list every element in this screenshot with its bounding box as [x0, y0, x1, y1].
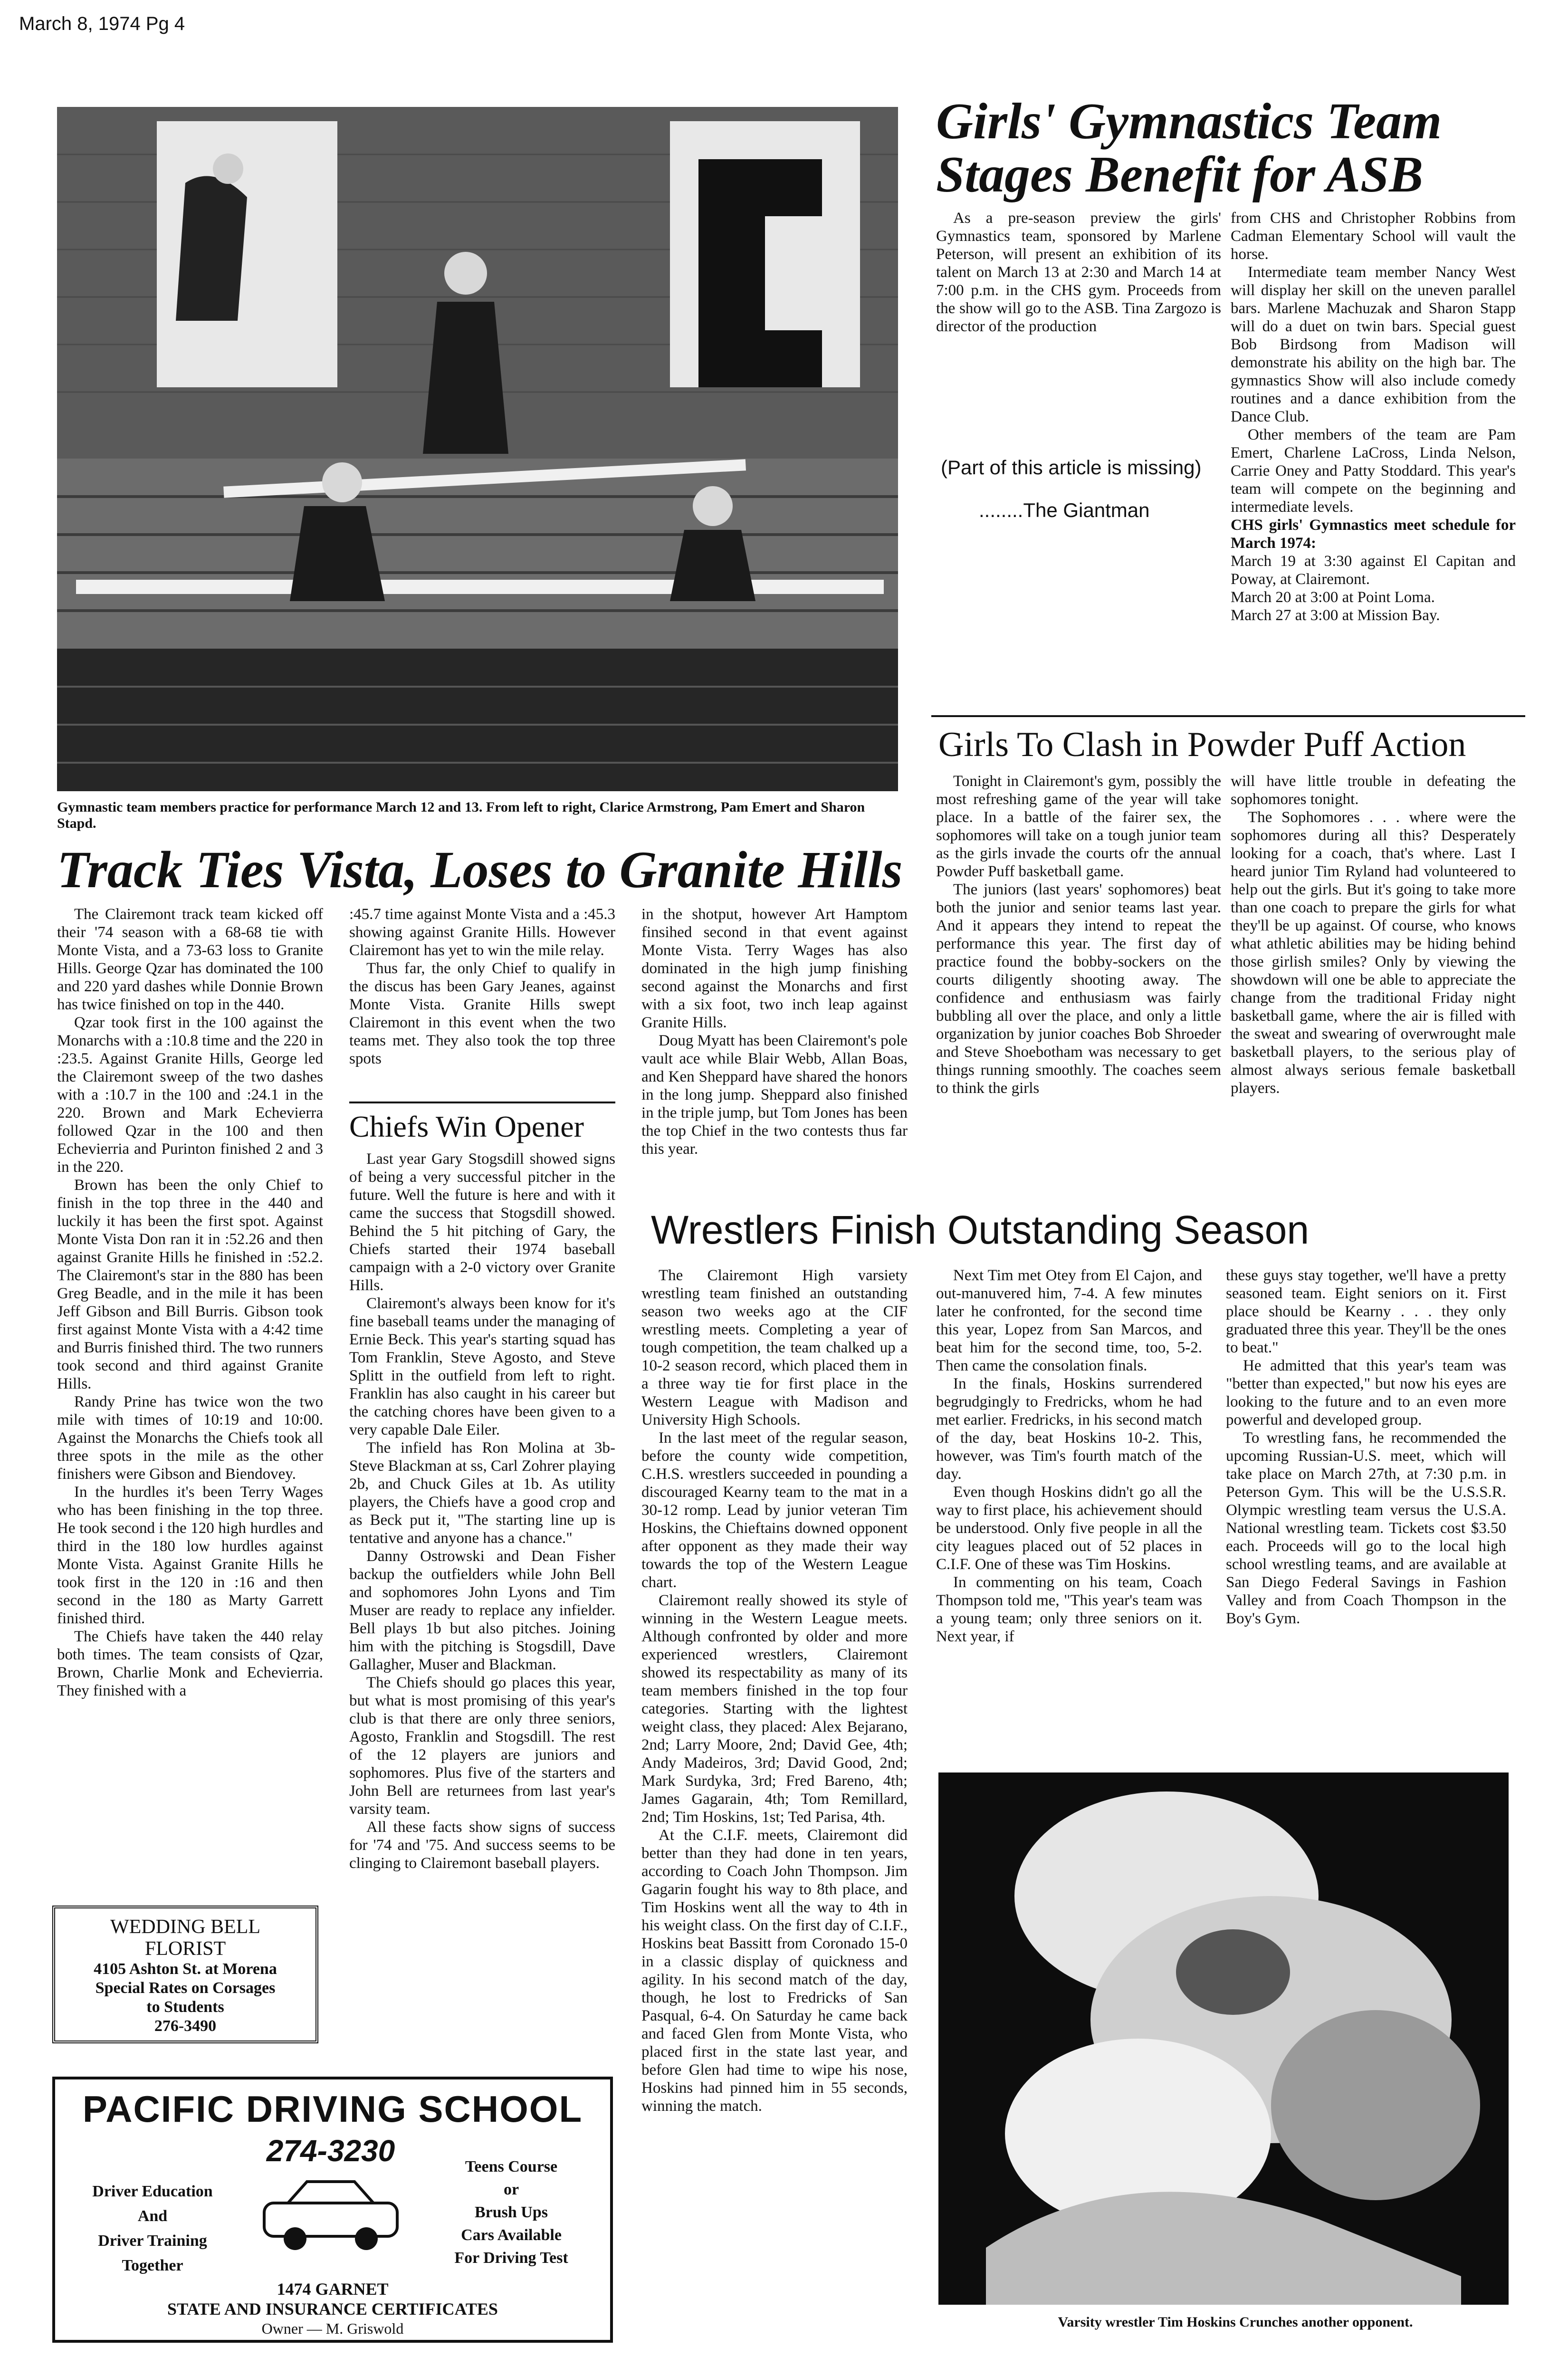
wrestler-photo-caption: Varsity wrestler Tim Hoskins Crunches another opponent. — [1058, 2314, 1413, 2330]
track-paragraph: Brown has been the only Chief to finish in the top three in the 440 and luckily it has been the first spot. Against Monte Vista Don ran it in :52.26 and then against Granite Hills he finished in :52.2. The Clairemont's star in the 880 has been Greg Beadle, and in the mile it has been Jeff Gibson and Bill Burris. Gibson took first against Monte Vista with a 4:42 time and Burris finished third. The two runners took second and third against Granite Hills. — [57, 1177, 323, 1392]
chiefs-paragraph: Danny Ostrowski and Dean Fisher backup the outfielders while John Bell and sophomores John Lyons and Tim Muser are ready to replace any infielder. Bell plays 1b but also pitches. Joining him with the pitching is Stogsdill, Dave Gallagher, Muser and Blackman. — [349, 1548, 615, 1673]
driving-school-owner: Owner — M. Griswold — [261, 2320, 404, 2337]
wrestlers-paragraph: Next Tim met Otey from El Cajon, and out-manuvered him, 7-4. A few minutes later he confronted, for the second time this year, Lopez from San Marcos, and beat him for the second time, too, 5-2. Then came the consolation finals. — [936, 1267, 1202, 1374]
wrestlers-paragraph: In the last meet of the regular season, before the county wide competition, C.H.S. wrestlers succeeded in pounding a discouraged Kearny team to the mat in a 30-12 romp. Lead by junior veteran Tim Hoskins, the Chieftains downed opponent after opponent as they made their way towards the top of the Western League chart. — [641, 1429, 908, 1591]
gymnastics-paragraph: Other members of the team are Pam Emert, Charlene LaCross, Linda Nelson, Carrie Oney and Patty Stoddard. This year's team will compete on the beginning and intermediate levels. — [1231, 426, 1516, 516]
wrestlers-headline: Wrestlers Finish Outstanding Season — [651, 1207, 1310, 1252]
track-paragraph: Randy Prine has twice won the two mile with times of 10:19 and 10:00. Against the Monarchs the Chiefs took all three spots in the mile as the other finishers were Gibson and Biendovey. — [57, 1393, 323, 1483]
wrestlers-paragraph: these guys stay together, we'll have a pretty seasoned team. Eight seniors on it. First place should be Kearny . . . they only graduated three this year. They'll be the ones to beat." — [1226, 1267, 1506, 1356]
track-paragraph: In the hurdles it's been Terry Wages who has been finishing in the top three. He took second i the 120 high hurdles and third in the 180 low hurdles against Monte Vista. Against Granite Hills he took first in the 120 in :16 and then second in the 180 as Marty Garrett finished third. — [57, 1484, 323, 1627]
gymnastics-paragraph: from CHS and Christopher Robbins from Cadman Elementary School will vault the horse. — [1231, 210, 1516, 263]
wedding-ad-phone: 276-3490 — [154, 2017, 217, 2035]
gymnastics-paragraph: Intermediate team member Nancy West will display her skill on the uneven parallel bars. Marlene Machuzak and Sharon Stapp will do a duet on twin bars. Special guest Bob Birdsong from Madison will demonstrate his ability on the high bar. The gymnastics Show will also include comedy routines and a dance exhibition from the Dance Club. — [1231, 264, 1516, 425]
wrestlers-paragraph: He admitted that this year's team was "better than expected," but now his eyes are looking to the future and to an even more powerful and developed group. — [1226, 1357, 1506, 1428]
article-signoff: ........The Giantman — [979, 499, 1150, 521]
wrestler-photo-illustration — [938, 1772, 1509, 2305]
chiefs-paragraph: The infield has Ron Molina at 3b- Steve Blackman at ss, Carl Zohrer playing 2b, and Chuck Giles at 1b. As utility players, the Chiefs have a good crop and as Beck put it, "The starting line up is tentative and anyone has a chance." — [349, 1439, 615, 1547]
track-headline: Track Ties Vista, Loses to Granite Hills — [57, 841, 903, 899]
track-paragraph: Doug Myatt has been Clairemont's pole vault ace while Blair Webb, Allan Boas, and Ken Sheppard have shared the honors in the long jump. Sheppard also finished in the triple jump, but Tom Jones has been the top Chief in the two contests thus far this year. — [641, 1032, 908, 1158]
driving-ad-line: For Driving Test — [454, 2249, 568, 2267]
gymnastics-column-left — [936, 209, 1221, 335]
chiefs-paragraph: Clairemont's always been know for it's fine baseball teams under the managing of Ernie Beck. This year's starting squad has Tom Franklin, Steve Agosto, and Steve Splitt in the outfield from left to right. Franklin has also caught in his career but the catching chores have been given to a very capable Dale Eiler. — [349, 1295, 615, 1438]
wrestlers-paragraph: The Clairemont High varsiety wrestling team finished an outstanding season two weeks ago at the CIF wrestling meets. Completing a year of tough competition, the team chalked up a 10-2 season record, which placed them in a three way tie for first place in the Western League with Madison and University High Schools. — [641, 1267, 908, 1428]
driving-ad-line: Teens Course — [465, 2158, 558, 2175]
driving-ad-line: Brush Ups — [474, 2204, 548, 2221]
gymnastics-paragraph: As a pre-season preview the girls' Gymnastics team, sponsored by Marlene Peterson, will present an exhibition of its talent on March 13 at 2:30 and March 14 at 7:00 p.m. in the CHS gym. Proceeds from the show will go to the ASB. Tina Zargozo is director of the production — [936, 210, 1221, 335]
wedding-ad-florist: FLORIST — [144, 1938, 226, 1960]
driving-school-name: PACIFIC DRIVING SCHOOL — [82, 2088, 583, 2130]
driving-school-certificates: STATE AND INSURANCE CERTIFICATES — [167, 2299, 498, 2319]
gymnastics-headline-line-1: Girls' Gymnastics Team — [936, 93, 1442, 150]
meet-schedule-item: March 27 at 3:00 at Mission Bay. — [1231, 607, 1440, 624]
driving-school-address: 1474 GARNET — [277, 2280, 389, 2299]
wrestlers-column-2 — [936, 1266, 1202, 1646]
track-paragraph: :45.7 time against Monte Vista and a :45.3 showing against Granite Hills. However Clairemont has yet to win the mile relay. — [349, 906, 615, 959]
driving-ad-line: Driver Training — [98, 2232, 207, 2250]
powder-puff-paragraph: Tonight in Clairemont's gym, possibly the most refreshing game of the year will take place. In a battle of the fairer sex, the sophomores will take on a tough junior team as the girls invade the courts ofr the annual Powder Puff basketball game. — [936, 773, 1221, 880]
wrestlers-column-3 — [1226, 1266, 1506, 1628]
driving-ad-line: Cars Available — [461, 2226, 562, 2244]
wrestlers-paragraph: Even though Hoskins didn't go all the way to first place, his achievement should be understood. Only five people in all the city leagues placed out of 52 places in C.I.F. One of these was Tim Hoskins. — [936, 1484, 1202, 1573]
wedding-ad-offer: Special Rates on Corsages — [95, 1979, 276, 1997]
chiefs-paragraph: The Chiefs should go places this year, but what is most promising of this year's club is that there are only three seniors, Agosto, Franklin and Stogsdill. The rest of the 12 players are juniors and sophomores. Plus five of the starters and John Bell are returnees from last year's varsity team. — [349, 1674, 615, 1818]
meet-schedule-item: March 20 at 3:00 at Point Loma. — [1231, 589, 1435, 606]
wedding-ad-name: WEDDING BELL — [110, 1916, 261, 1938]
gymnastics-photo-caption: Gymnastic team members practice for performance March 12 and 13. From left to right, Clarice Armstrong, Pam Emert and Sharon Stapd. — [57, 799, 865, 831]
meet-schedule-item: March 19 at 3:30 against El Capitan and Poway, at Clairemont. — [1231, 553, 1516, 588]
driving-ad-line: Driver Education — [92, 2183, 213, 2200]
car-icon — [255, 2175, 407, 2255]
chiefs-headline: Chiefs Win Opener — [349, 1110, 584, 1143]
wrestlers-paragraph: At the C.I.F. meets, Clairemont did better than they had done in ten years, according to Coach John Thompson. Jim Gagarin fought his way to 8th place, and Tim Hoskins went all the way to 4th in his weight class. On the first day of C.I.F., Hoskins beat Bassitt from Coronado 15-0 in a classic display of quickness and agility. In his second match of the day, though, he lost to Fredricks of San Pasqual, 6-4. On Saturday he came back and faced Glen from Monte Vista, who placed first in the state last year, and before Glen had time to wipe his nose, Hoskins had pinned him in 55 seconds, winning the match. — [641, 1827, 908, 2115]
driving-ad-line: Together — [122, 2257, 183, 2274]
powder-puff-paragraph: The juniors (last years' sophomores) beat both the junior and senior teams last year. And it appears they intend to repeat the performance this year. The first day of practice found the bobby-sockers on the courts diligently shooting away. The confidence and enthusiasm was fairly bubbling all over the place, and only a little organization by junior coaches Bob Shroeder and Steve Shoebotham was necessary to get things running smoothly. The coaches seem to think the girls — [936, 881, 1221, 1097]
chiefs-paragraph: Last year Gary Stogsdill showed signs of being a very successful pitcher in the future. Well the future is here and with it came the success that Stogsdill showed. Behind the 5 hit pitching of Gary, the Chiefs started their 1974 baseball campaign with a 2-0 victory over Granite Hills. — [349, 1150, 615, 1294]
wrestlers-paragraph: Clairemont really showed its style of winning in the Western League meets. Although confronted by older and more experienced wrestlers, Clairemont showed its respectability as many of its team members finished in the top four categories. Starting with the lightest weight class, they placed: Alex Bejarano, 2nd; Larry Moore, 2nd; David Gee, 4th; Andy Madeiros, 3rd; David Good, 2nd; Mark Surdyka, 3rd; Fred Bareno, 4th; James Gagarain, 4th; Tom Remillard, 2nd; Tim Hoskins, 1st; Ted Parisa, 4th. — [641, 1592, 908, 1826]
meet-schedule-title: CHS girls' Gymnastics meet schedule for March 1974: — [1231, 517, 1516, 552]
powder-puff-column-2 — [1231, 772, 1516, 1097]
gymnastics-headline-line-2: Stages Benefit for ASB — [936, 146, 1424, 203]
powder-puff-headline: Girls To Clash in Powder Puff Action — [938, 725, 1466, 764]
wrestlers-paragraph: To wrestling fans, he recommended the upcoming Russian-U.S. meet, which will take place on March 27th, at 7:30 p.m. in Peterson Gym. This will be the U.S.S.R. Olympic wrestling team versus the U.S.A. National wrestling team. Tickets cost $3.50 each. Proceeds will go to the local high school wrestling teams, and are available at San Diego Federal Savings in Fashion Valley and from Coach Thompson in the Boy's Gym. — [1226, 1429, 1506, 1627]
driving-ad-line: or — [503, 2181, 519, 2198]
wrestlers-paragraph: In the finals, Hoskins surrendered begrudgingly to Fredricks, whom he had met earlier. Fredricks, in his second match of the day, beat Hoskins 10-2. This, however, was Tim's fourth match of the day. — [936, 1375, 1202, 1483]
gymnastics-headline — [936, 95, 1535, 201]
powder-puff-column-1 — [936, 772, 1221, 1097]
powder-puff-paragraph: The Sophomores . . . where were the sophomores during all this? Desperately looking for a coach, that's where. Last I heard junior Tim Ryland had volunteered to help out the girls. But it's going to take more than one coach to prepare the girls for what they'll be up against. Of course, who knows what athletic abilities may be hiding behind those girlish smiles? Only by viewing the showdown will one be able to appreciate the change from the traditional Friday night basketball game, where the air is filled with the sweat and swearing of overwrought male basketball players, to the serious play of almost always serious female basketball players. — [1231, 809, 1516, 1097]
gymnastics-photo — [57, 88, 898, 791]
track-column-1 — [57, 905, 323, 1700]
powder-puff-paragraph: will have little trouble in defeating the sophomores tonight. — [1231, 773, 1516, 808]
wedding-ad-offer-2: to Students — [146, 1998, 224, 2016]
track-paragraph: in the shotput, however Art Hamptom finsihed second in that event against Monte Vista. Terry Wages has also dominated in the high jump finishing second against the Monarchs and first with a six foot, two inch leap against Granite Hills. — [641, 906, 908, 1031]
wedding-ad-address: 4105 Ashton St. at Morena — [94, 1960, 277, 1978]
wrestlers-column-1 — [641, 1266, 908, 2115]
driving-school-phone: 274-3230 — [266, 2134, 395, 2168]
wrestler-photo — [938, 1772, 1509, 2305]
track-paragraph: The Chiefs have taken the 440 relay both times. The team consists of Qzar, Brown, Charlie Monk and Echevierria. They finished with a — [57, 1628, 323, 1699]
wrestlers-paragraph: In commenting on his team, Coach Thompson told me, "This year's team was a young team; only three seniors on it. Next year, if — [936, 1574, 1202, 1645]
divider — [349, 1102, 615, 1103]
dateline: March 8, 1974 Pg 4 — [19, 13, 185, 34]
driving-ad-line: And — [137, 2207, 168, 2225]
driving-school-offers — [430, 2156, 592, 2270]
wedding-bell-florist-ad — [52, 1906, 318, 2043]
missing-article-note: (Part of this article is missing) — [941, 456, 1202, 479]
track-paragraph: Qzar took first in the 100 against the Monarchs with a :10.8 time and the 220 in :23.5. Against Granite Hills, George led the Clairemont sweep of the two dashes with a :10.7 in the 100 and :24.1 in the 220. Brown and Mark Echevierra followed Qzar in the 100 and then Echevierria and Purinton finished 2 and 3 in the 220. — [57, 1014, 323, 1176]
track-paragraph: Thus far, the only Chief to qualify in the discus has been Gary Jeanes, against Monte Vista. Granite Hills swept Clairemont in this event when the two teams met. They also took the top three spots — [349, 960, 615, 1067]
track-column-3 — [641, 905, 908, 1158]
chiefs-column — [349, 1150, 615, 1872]
gymnastics-photo-illustration — [57, 88, 898, 791]
gymnastics-column-right — [1231, 209, 1516, 624]
pacific-driving-school-ad — [52, 2077, 613, 2343]
track-paragraph: The Clairemont track team kicked off their '74 season with a 68-68 tie with Monte Vista, and a 73-63 loss to Granite Hills. George Qzar has dominated the 100 and 220 yard dashes while Donnie Brown has twice finished on top in the 440. — [57, 906, 323, 1013]
driving-school-services — [74, 2179, 231, 2278]
track-column-2 — [349, 905, 615, 1068]
chiefs-paragraph: All these facts show signs of success for '74 and '75. And success seems to be clinging to Clairemont baseball players. — [349, 1819, 615, 1872]
divider — [931, 715, 1525, 717]
